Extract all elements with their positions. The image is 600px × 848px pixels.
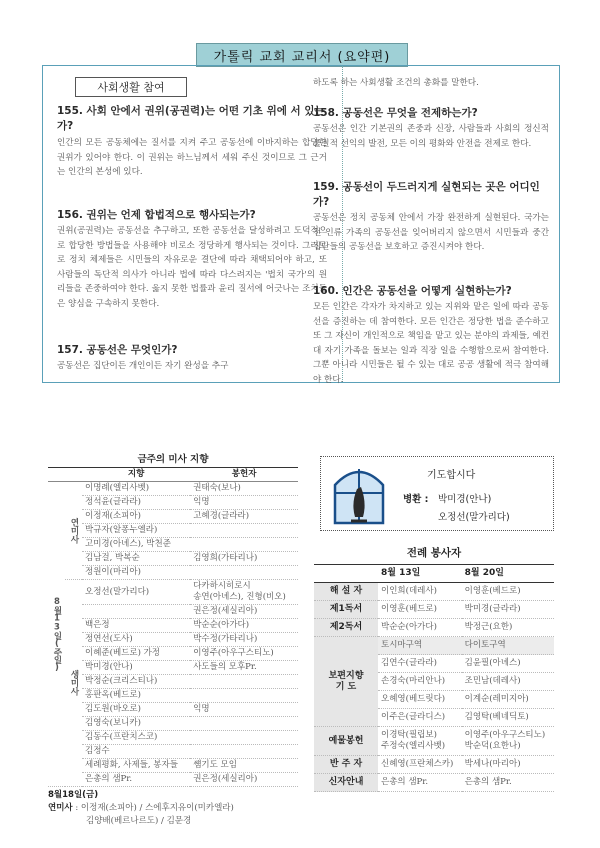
foot-line2: 김양배(베르나르도) / 김문경	[86, 816, 192, 826]
date-2: 8월18일(금)	[48, 790, 99, 800]
service-cell: 박정근(요한)	[462, 619, 554, 637]
prayer-label: 병환 :	[403, 494, 429, 505]
role-cell: 제2독서	[314, 619, 378, 637]
service-cell: 김윤필(아녜스)	[462, 655, 554, 673]
answer-160: 모든 인간은 각자가 차지하고 있는 지위와 맡은 일에 따라 공동선을 증진하는 데 참여한다. 모든 인간은 정당한 법을 준수하고 또 그 자신이 개인적으로 책임을 맡고 있는 분야의 과제들, 예컨대 자기 가족을 돌보는 일과 직장 일을 수행함으로써 참여한다. 그뿐 아니라 시민들은 될 수 있는 대로 공공 생활에 적극 참여해야 한다.	[313, 302, 549, 385]
intent-cell: 세례평화, 사제들, 봉자들	[82, 759, 190, 773]
date-a: 8월 13일	[378, 565, 462, 583]
donor-cell	[190, 731, 298, 745]
donor-cell	[190, 566, 298, 580]
answer-159: 공동선은 정치 공동체 안에서 가장 완전하게 실현된다. 국가는 전 인류 가족의 공동선을 잊어버리지 않으면서 시민들과 중간 집단들의 공동선을 보호하고 증진시켜야 한다.	[313, 213, 549, 253]
service-cell: 이인희(데레사)	[378, 583, 462, 601]
mass-footer	[48, 789, 298, 828]
prayer-box	[320, 456, 554, 531]
service-title: 전례 봉사자	[314, 545, 554, 565]
donor-cell	[190, 689, 298, 703]
table-row	[48, 538, 298, 552]
answer-157-cont	[313, 76, 543, 90]
group-yeon: 연미사	[65, 482, 82, 580]
question-160: 160. 인간은 공동선을 어떻게 실현하는가?	[313, 285, 512, 297]
service-cell: 이영주(아우구스티노) 박순덕(요한나)	[462, 727, 554, 756]
donor-cell	[190, 538, 298, 552]
question-158: 158. 공동선은 무엇을 전제하는가?	[313, 107, 478, 119]
intent-cell: 박규자(알퐁누엘라)	[82, 524, 190, 538]
donor-cell: 다카하시히로시 송연(아녜스), 진형(비오)	[190, 580, 298, 605]
service-cell: 박미경(글라라)	[462, 601, 554, 619]
mass-body	[48, 482, 298, 787]
intent-cell: 정원이(마리아)	[82, 566, 190, 580]
service-section	[314, 545, 554, 792]
foot-label: 연미사	[48, 803, 73, 813]
intent-cell: 김남걸, 박복순	[82, 552, 190, 566]
service-cell: 김영탁(베네딕토)	[462, 709, 554, 727]
table-row	[48, 759, 298, 773]
group-saeng: 생미사	[65, 580, 82, 787]
table-row	[48, 703, 298, 717]
intent-cell	[82, 605, 190, 619]
donor-cell	[190, 745, 298, 759]
date-b: 8월 20일	[462, 565, 554, 583]
table-row	[314, 601, 554, 619]
date-header-row	[314, 565, 554, 583]
intent-cell: 김동수(프란치스코)	[82, 731, 190, 745]
prayer-name-1-text: 박미경(안나)	[438, 494, 492, 505]
table-row	[48, 675, 298, 689]
table-row	[48, 661, 298, 675]
table-row	[48, 510, 298, 524]
service-cell: 이계순(레미지아)	[462, 691, 554, 709]
table-row	[48, 689, 298, 703]
donor-cell	[190, 717, 298, 731]
service-cell: 김연수(글라라)	[378, 655, 462, 673]
donor-cell	[190, 675, 298, 689]
section-label: 사회생활 참여	[75, 77, 187, 97]
intent-cell: 홍판옥(베드로)	[82, 689, 190, 703]
donor-cell: 박순순(아가다)	[190, 619, 298, 633]
answer-155: 인간의 모든 공동체에는 질서를 지켜 주고 공동선에 이바지하는 합당한 권위가 있어야 한다. 이 권위는 하느님께서 세워 주신 것이므로 그 근거는 인간의 본성에 있다.	[57, 138, 327, 178]
service-cell: 이주은(글라디스)	[378, 709, 462, 727]
service-cell: 손경숙(마리안나)	[378, 673, 462, 691]
table-row	[48, 619, 298, 633]
praying-hands-window-icon	[329, 463, 389, 525]
intent-cell: 정연선(도사)	[82, 633, 190, 647]
answer-157-tail: 하도록 하는 사회생활 조건의 총화를 말한다.	[313, 78, 479, 88]
donor-cell: 고혜경(글라라)	[190, 510, 298, 524]
service-table	[314, 565, 554, 792]
donor-cell: 익명	[190, 703, 298, 717]
donor-cell: 사도들의 모후Pr.	[190, 661, 298, 675]
catechism-box	[42, 65, 560, 383]
table-row	[48, 580, 298, 605]
table-row	[48, 717, 298, 731]
intent-cell: 정석윤(글라라)	[82, 496, 190, 510]
table-row	[314, 637, 554, 655]
table-row	[314, 619, 554, 637]
donor-cell	[190, 524, 298, 538]
service-cell: 박순순(아가다)	[378, 619, 462, 637]
intent-cell: 이혜준(베드로) 가정	[82, 647, 190, 661]
mass-date: 8월13일(주일)	[48, 482, 65, 787]
answer-157: 공동선은 집단이든 개인이든 자기 완성을 추구	[57, 361, 229, 371]
donor-cell: 박수정(가타리나)	[190, 633, 298, 647]
role-cell: 해 설 자	[314, 583, 378, 601]
table-row	[48, 731, 298, 745]
mass-title: 금주의 미사 지향	[48, 452, 298, 468]
service-cell: 오혜영(베드릿다)	[378, 691, 462, 709]
service-cell: 은총의 샘Pr.	[378, 774, 462, 792]
table-row	[314, 727, 554, 756]
question-159: 159. 공동선이 두드러지게 실현되는 곳은 어디인가?	[313, 181, 540, 208]
service-cell: 은총의 샘Pr.	[462, 774, 554, 792]
donor-cell: 익명	[190, 496, 298, 510]
catechism-title: 가톨릭 교회 교리서 (요약편)	[196, 43, 408, 67]
question-157: 157. 공동선은 무엇인가?	[57, 344, 178, 356]
intent-cell: 고미경(아녜스), 박천준	[82, 538, 190, 552]
role-cell: 예물봉헌	[314, 727, 378, 756]
service-cell: 이영훈(베드로)	[462, 583, 554, 601]
intent-cell: 은총의 샘Pr.	[82, 773, 190, 787]
intent-cell: 김도원(바오로)	[82, 703, 190, 717]
table-row	[314, 756, 554, 774]
donor-cell: 권은정(세실리아)	[190, 773, 298, 787]
blank-cell	[314, 565, 378, 583]
intent-cell: 오정선(말가리다)	[82, 580, 190, 605]
donor-cell: 김영희(가타리나)	[190, 552, 298, 566]
donor-cell: 썜기도 모임	[190, 759, 298, 773]
answer-158: 공동선은 인간 기본권의 존중과 신장, 사람들과 사회의 정신적 물질적 선익의 발전, 모든 이의 평화와 안전을 전제로 한다.	[313, 124, 549, 149]
intent-cell: 김영숙(보니카)	[82, 717, 190, 731]
service-cell: 신혜영(프란체스카)	[378, 756, 462, 774]
intent-cell: 이명례(엘리사벳)	[82, 482, 190, 496]
service-cell: 토시마구역	[378, 637, 462, 655]
mass-intentions	[48, 452, 298, 828]
prayer-name-2: 오정선(말가리다)	[438, 512, 510, 523]
table-row	[48, 605, 298, 619]
service-cell: 이영훈(베드로)	[378, 601, 462, 619]
prayer-title: 기도합시다	[427, 470, 476, 481]
prayer-name-1	[438, 491, 491, 505]
intent-cell: 박미경(안나)	[82, 661, 190, 675]
table-row	[48, 496, 298, 510]
table-row	[48, 566, 298, 580]
table-row	[48, 552, 298, 566]
intent-cell: 김정수	[82, 745, 190, 759]
table-row	[48, 647, 298, 661]
donor-cell: 권은정(세실리아)	[190, 605, 298, 619]
foot-line1: : 이정재(소피아) / 스에후지유이(미카엘라)	[75, 803, 234, 813]
intent-cell: 이정재(소피아)	[82, 510, 190, 524]
question-155: 155. 사회 안에서 권위(공권력)는 어떤 기초 위에 서 있는가?	[57, 105, 325, 132]
service-cell: 이경탁(필립보) 주정숙(엘리사벳)	[378, 727, 462, 756]
intent-cell: 백은정	[82, 619, 190, 633]
col-donor: 봉헌자	[190, 468, 298, 482]
mass-table	[48, 452, 298, 787]
service-cell: 다이토구역	[462, 637, 554, 655]
col-intent: 지향	[82, 468, 190, 482]
table-row	[48, 773, 298, 787]
intent-cell: 박정순(크리스티나)	[82, 675, 190, 689]
role-cell: 반 주 자	[314, 756, 378, 774]
role-cell: 신자안내	[314, 774, 378, 792]
table-row	[314, 583, 554, 601]
donor-cell: 이영주(아우구스티노)	[190, 647, 298, 661]
table-row	[314, 774, 554, 792]
answer-156: 권위(공권력)는 공동선을 추구하고, 또한 공동선을 달성하려고 도덕적으로 합당한 방법들을 사용해야 비로소 정당하게 행사되는 것이다. 그러므로 정치 체제들은 시민들의 자유로운 결단에 따라 채택되어야 하고, 또 사람들의 독단적 의사가 아니라 법에 따라 다스려지는 '법치 국가'의 원리들을 존중하여야 한다. 옳지 못한 법률과 윤리 질서에 어긋나는 조치들은 양심을 구속하지 못한다.	[57, 226, 327, 309]
role-cell: 보편지향 기 도	[314, 637, 378, 727]
service-cell: 조민남(데레사)	[462, 673, 554, 691]
table-row	[48, 482, 298, 496]
question-156: 156. 권위는 언제 합법적으로 행사되는가?	[57, 209, 256, 221]
donor-cell: 권태숙(보나)	[190, 482, 298, 496]
table-row	[48, 524, 298, 538]
table-row	[48, 745, 298, 759]
service-body	[314, 565, 554, 792]
role-cell: 제1독서	[314, 601, 378, 619]
service-cell: 박세나(마리아)	[462, 756, 554, 774]
table-row	[48, 633, 298, 647]
